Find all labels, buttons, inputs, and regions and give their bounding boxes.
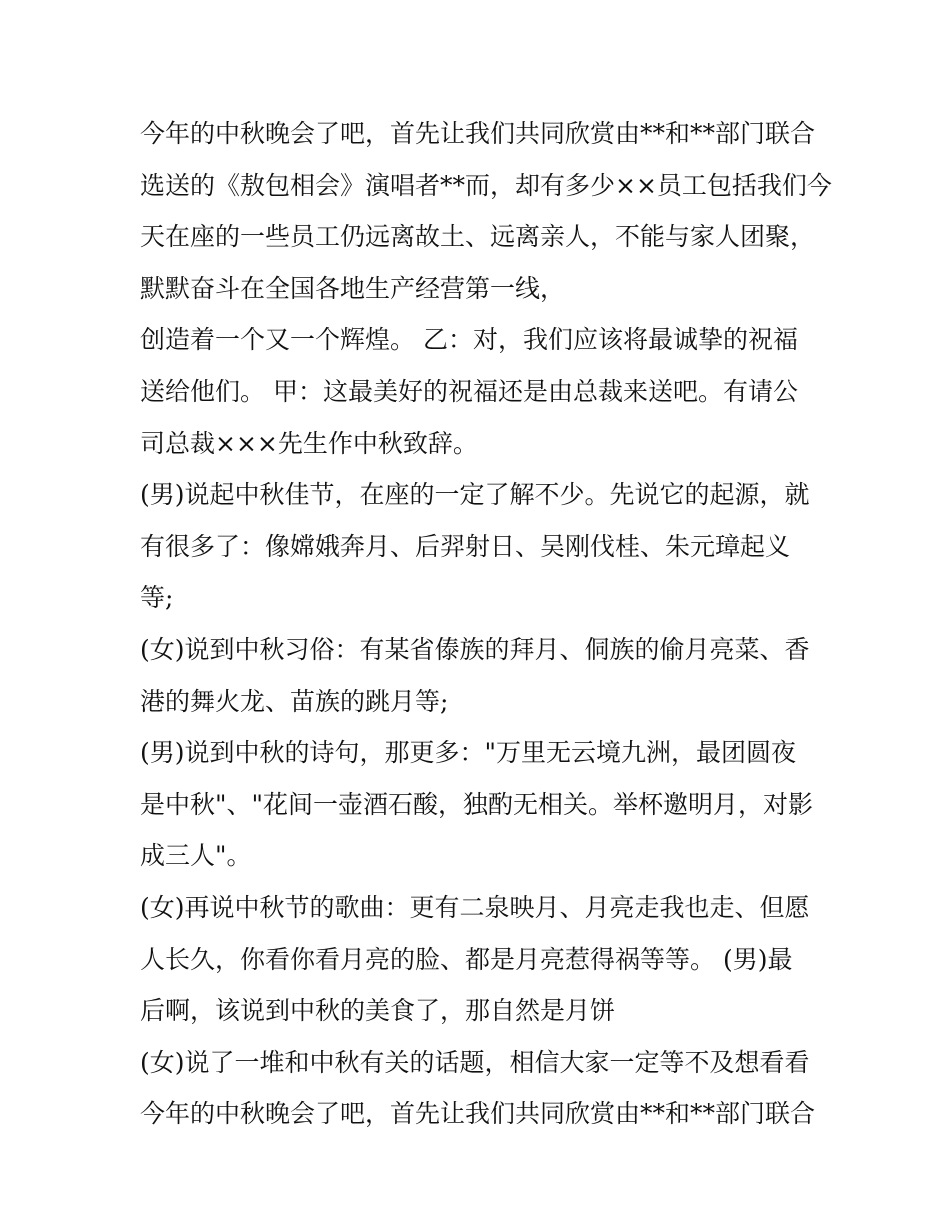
text-line: 选送的《敖包相会》演唱者**而，却有多少××员工包括我们今 — [140, 170, 832, 200]
text-line: (女)再说中秋节的歌曲：更有二泉映月、月亮走我也走、但愿 — [140, 892, 810, 922]
text-line: 等; — [140, 583, 174, 613]
text-line: 送给他们。 甲：这最美好的祝福还是由总裁来送吧。有请公 — [140, 376, 798, 406]
text-line: 默默奋斗在全国各地生产经营第一线， — [140, 273, 566, 303]
text-line: 创造着一个又一个辉煌。 乙：对，我们应该将最诚挚的祝福 — [140, 325, 798, 355]
text-line: (女)说了一堆和中秋有关的话题，相信大家一定等不及想看看 — [140, 1047, 810, 1077]
text-line: 港的舞火龙、苗族的跳月等; — [140, 686, 449, 716]
text-line: 今年的中秋晚会了吧，首先让我们共同欣赏由**和**部门联合 — [140, 119, 816, 148]
text-line: 成三人"。 — [140, 841, 252, 871]
text-line: (男)说起中秋佳节，在座的一定了解不少。先说它的起源，就 — [140, 480, 810, 510]
body-text — [140, 108, 832, 1140]
text-line: 今年的中秋晚会了吧，首先让我们共同欣赏由**和**部门联合 — [140, 1099, 816, 1129]
text-line: 后啊，该说到中秋的美食了，那自然是月饼 — [140, 996, 616, 1026]
text-line: 天在座的一些员工仍远离故土、远离亲人，不能与家人团聚， — [140, 222, 816, 252]
text-line: 人长久，你看你看月亮的脸、都是月亮惹得祸等等。 (男)最 — [140, 944, 793, 974]
text-line: 有很多了：像嫦娥奔月、后羿射日、吴刚伐桂、朱元璋起义 — [140, 531, 791, 561]
text-line: (男)说到中秋的诗句，那更多："万里无云境九洲，最团圆夜 — [140, 738, 797, 768]
text-line: (女)说到中秋习俗：有某省傣族的拜月、侗族的偷月亮菜、香 — [140, 634, 810, 664]
text-line: 是中秋"、"花间一壶酒石酸，独酌无相关。举杯邀明月，对影 — [140, 789, 814, 819]
text-line: 司总裁×××先生作中秋致辞。 — [140, 428, 478, 458]
